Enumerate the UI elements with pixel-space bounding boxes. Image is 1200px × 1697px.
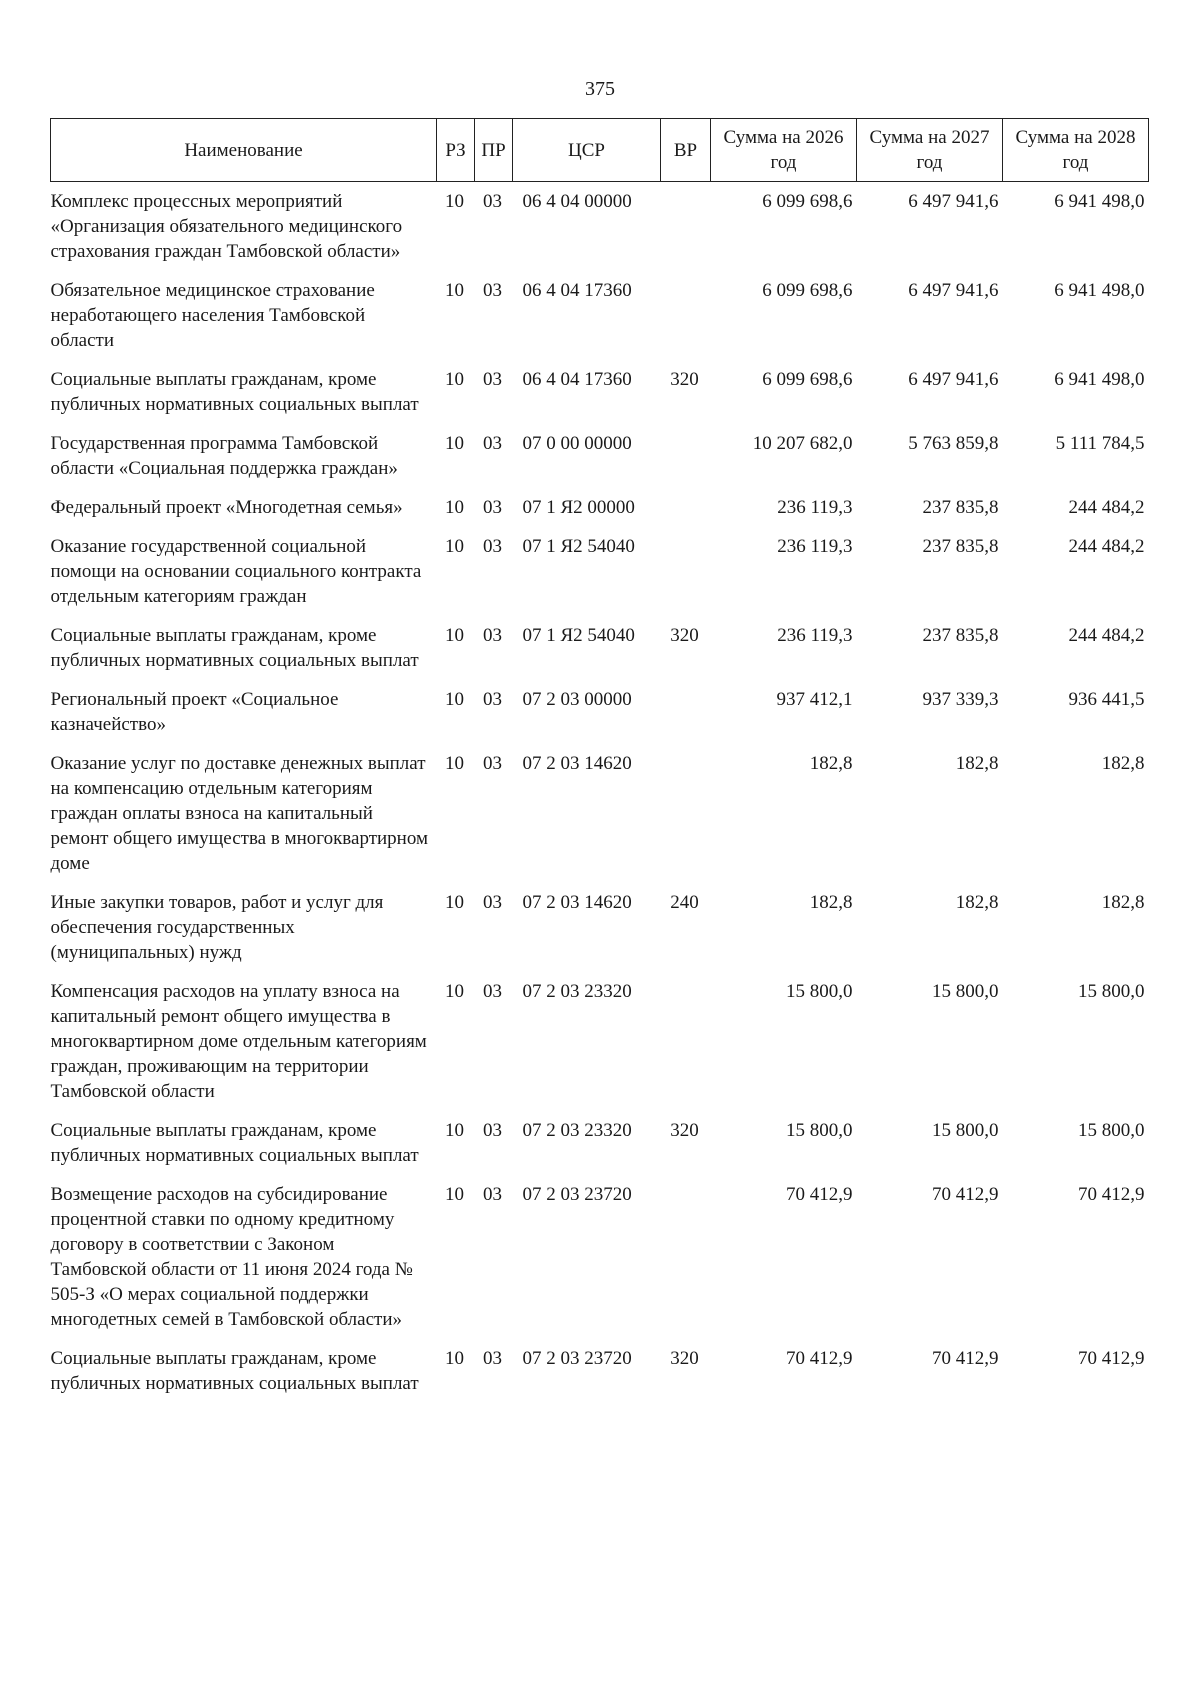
header-rz: РЗ	[437, 119, 475, 182]
cell-sum-2026: 6 099 698,6	[762, 191, 853, 212]
cell-rz: 10	[445, 981, 464, 1002]
cell-sum-2027: 182,8	[955, 753, 999, 774]
table-row	[51, 616, 1149, 680]
cell-name: Социальные выплаты гражданам, кроме публичных нормативных социальных выплат	[50, 625, 419, 671]
cell-csr: 06 4 04 17360	[522, 369, 632, 390]
header-csr: ЦСР	[513, 119, 661, 182]
cell-pr: 03	[483, 1120, 502, 1141]
cell-name: Оказание услуг по доставке денежных выплат на компенсацию отдельным категориям граждан оплаты взноса на капитальный ремонт общего имущества в многоквартирном доме	[50, 753, 429, 874]
cell-sum-2028: 182,8	[1101, 892, 1145, 913]
cell-sum-2027: 237 835,8	[922, 536, 999, 557]
cell-pr: 03	[483, 497, 502, 518]
cell-sum-2028: 182,8	[1101, 753, 1145, 774]
cell-csr: 07 1 Я2 00000	[522, 497, 635, 518]
header-row	[51, 119, 1149, 182]
cell-pr: 03	[483, 1348, 502, 1369]
cell-pr: 03	[483, 1184, 502, 1205]
cell-sum-2027: 6 497 941,6	[908, 280, 999, 301]
cell-sum-2026: 6 099 698,6	[762, 369, 853, 390]
cell-sum-2027: 237 835,8	[922, 497, 999, 518]
cell-sum-2026: 236 119,3	[777, 536, 853, 557]
cell-sum-2026: 182,8	[809, 892, 853, 913]
cell-name: Обязательное медицинское страхование неработающего населения Тамбовской области	[50, 280, 375, 351]
cell-vr	[661, 527, 711, 616]
cell-pr: 03	[483, 892, 502, 913]
cell-sum-2026: 10 207 682,0	[752, 433, 853, 454]
cell-sum-2027: 70 412,9	[932, 1348, 999, 1369]
cell-sum-2026: 15 800,0	[786, 981, 853, 1002]
cell-sum-2028: 244 484,2	[1068, 536, 1145, 557]
cell-csr: 07 0 00 00000	[522, 433, 632, 454]
cell-sum-2027: 6 497 941,6	[908, 369, 999, 390]
cell-sum-2028: 6 941 498,0	[1054, 369, 1145, 390]
cell-pr: 03	[483, 280, 502, 301]
cell-rz: 10	[445, 625, 464, 646]
cell-name: Региональный проект «Социальное казначейство»	[50, 689, 339, 735]
cell-name: Социальные выплаты гражданам, кроме публичных нормативных социальных выплат	[50, 1120, 419, 1166]
table-row	[51, 883, 1149, 972]
cell-pr: 03	[483, 191, 502, 212]
cell-pr: 03	[483, 369, 502, 390]
cell-vr: 320	[670, 1120, 699, 1141]
cell-vr	[661, 680, 711, 744]
cell-sum-2026: 70 412,9	[786, 1184, 853, 1205]
cell-rz: 10	[445, 1120, 464, 1141]
table-row	[51, 182, 1149, 272]
header-sum-2027: Сумма на 2027 год	[857, 119, 1003, 182]
header-sum-2026: Сумма на 2026 год	[711, 119, 857, 182]
cell-pr: 03	[483, 753, 502, 774]
cell-csr: 07 2 03 23320	[522, 1120, 632, 1141]
cell-sum-2028: 70 412,9	[1078, 1348, 1145, 1369]
header-sum-2028: Сумма на 2028 год	[1003, 119, 1149, 182]
cell-rz: 10	[445, 536, 464, 557]
table-row	[51, 527, 1149, 616]
cell-vr	[661, 424, 711, 488]
cell-sum-2028: 6 941 498,0	[1054, 191, 1145, 212]
cell-name: Социальные выплаты гражданам, кроме публичных нормативных социальных выплат	[50, 1348, 419, 1394]
cell-rz: 10	[445, 689, 464, 710]
cell-rz: 10	[445, 753, 464, 774]
cell-vr	[661, 271, 711, 360]
cell-vr: 240	[670, 892, 699, 913]
cell-pr: 03	[483, 433, 502, 454]
cell-sum-2027: 182,8	[955, 892, 999, 913]
cell-sum-2027: 937 339,3	[922, 689, 999, 710]
cell-csr: 07 2 03 14620	[522, 892, 632, 913]
page-number: 375	[585, 78, 615, 100]
cell-csr: 07 2 03 23720	[522, 1184, 632, 1205]
cell-sum-2028: 244 484,2	[1068, 497, 1145, 518]
cell-vr: 320	[670, 369, 699, 390]
cell-vr: 320	[670, 1348, 699, 1369]
cell-name: Оказание государственной социальной помощи на основании социального контракта отдельным категориям граждан	[50, 536, 422, 607]
cell-pr: 03	[483, 536, 502, 557]
cell-name: Компенсация расходов на уплату взноса на капитальный ремонт общего имущества в многоквартирном доме отдельным категориям граждан, проживающим на территории Тамбовской области	[50, 981, 427, 1102]
cell-sum-2026: 182,8	[809, 753, 853, 774]
cell-name: Государственная программа Тамбовской области «Социальная поддержка граждан»	[50, 433, 398, 479]
cell-csr: 07 2 03 23320	[522, 981, 632, 1002]
budget-table	[50, 118, 1149, 1403]
cell-sum-2027: 15 800,0	[932, 981, 999, 1002]
table-row	[51, 1111, 1149, 1175]
cell-csr: 07 2 03 14620	[522, 753, 632, 774]
cell-sum-2028: 15 800,0	[1078, 981, 1145, 1002]
cell-rz: 10	[445, 892, 464, 913]
cell-vr	[661, 744, 711, 883]
table-row	[51, 1339, 1149, 1403]
cell-sum-2026: 6 099 698,6	[762, 280, 853, 301]
cell-rz: 10	[445, 1184, 464, 1205]
table-row	[51, 744, 1149, 883]
cell-csr: 07 1 Я2 54040	[522, 536, 635, 557]
cell-sum-2027: 15 800,0	[932, 1120, 999, 1141]
cell-csr: 07 2 03 23720	[522, 1348, 632, 1369]
table-row	[51, 680, 1149, 744]
cell-sum-2027: 6 497 941,6	[908, 191, 999, 212]
cell-rz: 10	[445, 369, 464, 390]
cell-csr: 07 1 Я2 54040	[522, 625, 635, 646]
cell-sum-2028: 15 800,0	[1078, 1120, 1145, 1141]
header-vr: ВР	[661, 119, 711, 182]
cell-name: Социальные выплаты гражданам, кроме публичных нормативных социальных выплат	[50, 369, 419, 415]
cell-csr: 07 2 03 00000	[522, 689, 632, 710]
table-row	[51, 972, 1149, 1111]
table-body	[51, 182, 1149, 1404]
table-header	[51, 119, 1149, 182]
cell-rz: 10	[445, 191, 464, 212]
table-row	[51, 488, 1149, 527]
cell-sum-2028: 244 484,2	[1068, 625, 1145, 646]
cell-sum-2027: 5 763 859,8	[908, 433, 999, 454]
cell-vr	[661, 972, 711, 1111]
cell-sum-2026: 70 412,9	[786, 1348, 853, 1369]
header-name: Наименование	[51, 119, 437, 182]
table-row	[51, 1175, 1149, 1339]
cell-vr	[661, 488, 711, 527]
cell-pr: 03	[483, 981, 502, 1002]
cell-vr	[661, 182, 711, 272]
cell-sum-2026: 236 119,3	[777, 497, 853, 518]
table-row	[51, 271, 1149, 360]
cell-csr: 06 4 04 17360	[522, 280, 632, 301]
cell-rz: 10	[445, 433, 464, 454]
cell-sum-2026: 937 412,1	[776, 689, 853, 710]
cell-pr: 03	[483, 689, 502, 710]
cell-sum-2026: 236 119,3	[777, 625, 853, 646]
cell-sum-2027: 70 412,9	[932, 1184, 999, 1205]
cell-name: Комплекс процессных мероприятий «Организация обязательного медицинского страхования граждан Тамбовской области»	[50, 191, 403, 262]
cell-sum-2028: 6 941 498,0	[1054, 280, 1145, 301]
table-row	[51, 360, 1149, 424]
cell-name: Федеральный проект «Многодетная семья»	[50, 497, 403, 518]
cell-sum-2026: 15 800,0	[786, 1120, 853, 1141]
cell-name: Возмещение расходов на субсидирование процентной ставки по одному кредитному договору в соответствии с Законом Тамбовской области от 11 июня 2024 года № 505-З «О мерах социальной поддержки многодетных семей в Тамбовской области»	[50, 1184, 413, 1330]
cell-rz: 10	[445, 1348, 464, 1369]
cell-rz: 10	[445, 280, 464, 301]
cell-sum-2028: 70 412,9	[1078, 1184, 1145, 1205]
cell-vr	[661, 1175, 711, 1339]
cell-csr: 06 4 04 00000	[522, 191, 632, 212]
cell-sum-2027: 237 835,8	[922, 625, 999, 646]
cell-sum-2028: 5 111 784,5	[1055, 433, 1145, 454]
cell-rz: 10	[445, 497, 464, 518]
cell-sum-2028: 936 441,5	[1068, 689, 1145, 710]
cell-pr: 03	[483, 625, 502, 646]
table-row	[51, 424, 1149, 488]
header-pr: ПР	[475, 119, 513, 182]
cell-vr: 320	[670, 625, 699, 646]
cell-name: Иные закупки товаров, работ и услуг для обеспечения государственных (муниципальных) нужд	[50, 892, 384, 963]
